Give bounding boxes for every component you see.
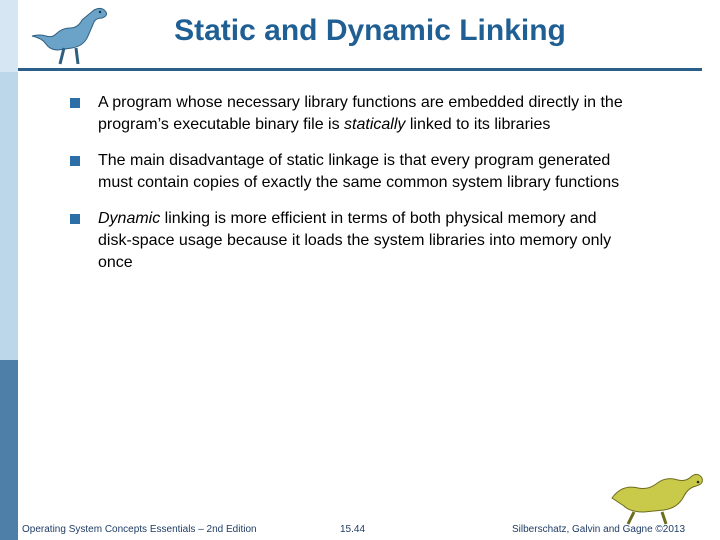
square-bullet-icon [70,214,80,224]
bullet-text: A program whose necessary library functions are embedded directly in the program’s executable binary file is [98,94,623,133]
slide-title: Static and Dynamic Linking [174,14,566,47]
bullet-text: linking is more efficient in terms of both physical memory and disk-space usage because it loads the system libraries into memory only once [98,210,612,271]
bullet-emphasis: statically [344,116,406,133]
bullet-text: The main disadvantage of static linkage is that every program generated must contain copies of exactly the same common system library functions [98,152,620,191]
footer-page-number: 15.44 [340,524,366,535]
bullet-list [70,92,630,288]
footer-book-title: Operating System Concepts Essentials – 2nd Edition [22,524,257,535]
bullet-item [70,208,630,274]
sidebar-band-bottom [0,360,18,540]
dinosaur-mascot-icon [604,460,708,526]
square-bullet-icon [70,98,80,108]
bullet-item [70,92,630,136]
left-sidebar-bar [0,0,18,540]
title-divider [18,68,702,71]
bullet-emphasis: Dynamic [98,210,161,227]
bullet-text: linked to its libraries [405,116,551,133]
footer-authors: Silberschatz, Galvin and Gagne ©2013 [512,524,686,535]
sidebar-band-middle [0,72,18,360]
square-bullet-icon [70,156,80,166]
bullet-item [70,150,630,194]
